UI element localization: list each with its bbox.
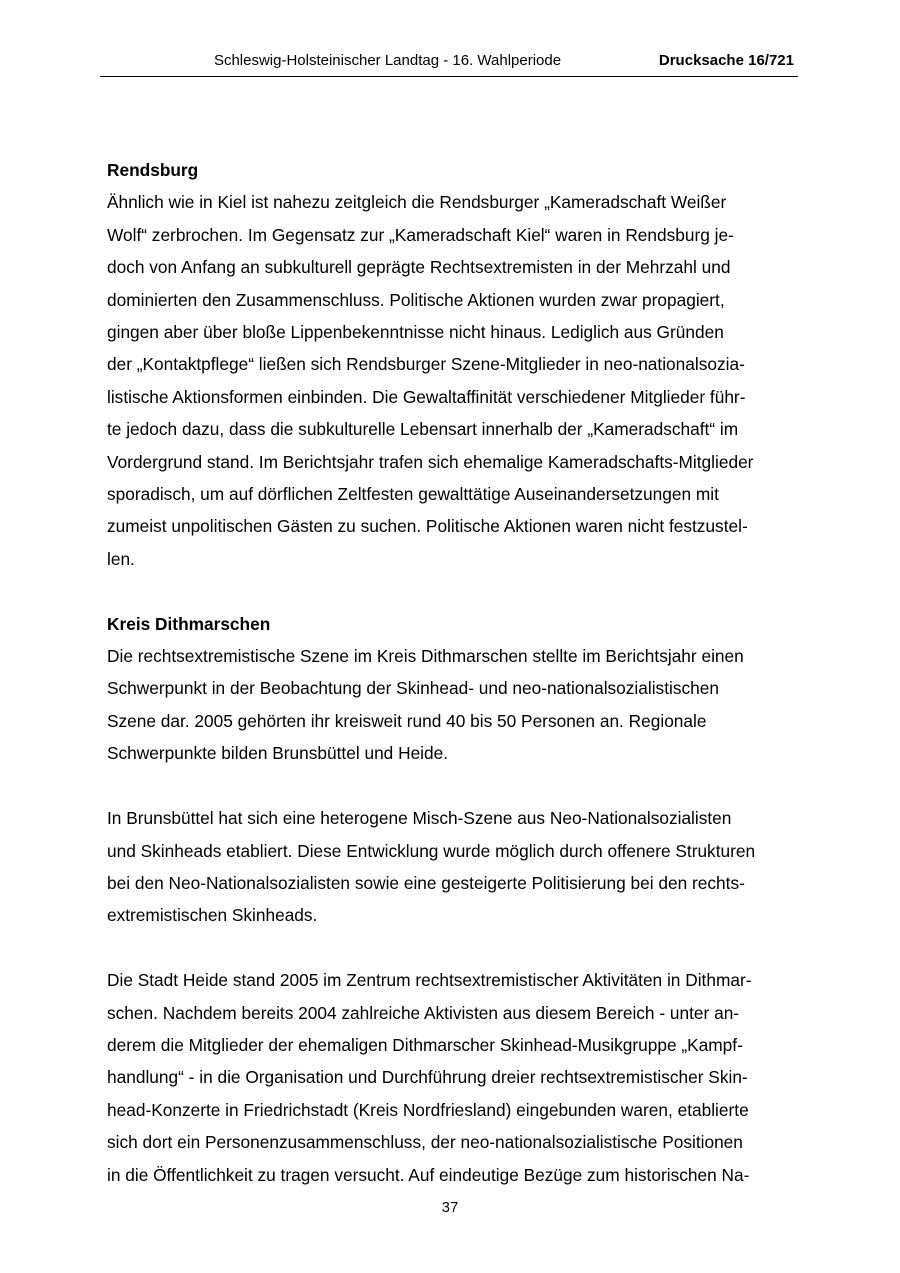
text-line: doch von Anfang an subkulturell geprägte Rechtsextremisten in der Mehrzahl und: [107, 257, 731, 278]
section-heading: Rendsburg: [107, 160, 199, 180]
paragraph: [107, 640, 795, 770]
paragraph: [107, 186, 795, 575]
text-line: Ähnlich wie in Kiel ist nahezu zeitgleich die Rendsburger „Kameradschaft Weißer: [107, 192, 727, 213]
text-line: bei den Neo-Nationalsozialisten sowie eine gesteigerte Politisierung bei den rechts-: [107, 872, 745, 893]
text-line: in die Öffentlichkeit zu tragen versucht. Auf eindeutige Bezüge zum historischen Na-: [107, 1164, 750, 1185]
text-line: listische Aktionsformen einbinden. Die Gewaltaffinität verschiedener Mitglieder führ-: [107, 386, 746, 407]
page-number: 37: [441, 1199, 459, 1216]
text-line: te jedoch dazu, dass die subkulturelle Lebensart innerhalb der „Kameradschaft“ im: [107, 419, 739, 440]
text-line: schen. Nachdem bereits 2004 zahlreiche Aktivisten aus diesem Bereich - unter an-: [107, 1002, 740, 1023]
text-line: handlung“ - in die Organisation und Durchführung dreier rechtsextremistischer Skin-: [107, 1067, 748, 1088]
text-line: Die rechtsextremistische Szene im Kreis Dithmarschen stellte im Berichtsjahr einen: [107, 646, 744, 667]
section-rendsburg: [107, 154, 795, 575]
text-line: head-Konzerte in Friedrichstadt (Kreis Nordfriesland) eingebunden waren, etablierte: [107, 1099, 749, 1120]
paragraph: [107, 964, 795, 1191]
text-line: derem die Mitglieder der ehemaligen Dithmarscher Skinhead-Musikgruppe „Kampf-: [107, 1034, 743, 1055]
paragraph: [107, 802, 795, 932]
text-line: Szene dar. 2005 gehörten ihr kreisweit rund 40 bis 50 Personen an. Regionale: [107, 710, 707, 731]
page-header: [100, 52, 798, 74]
text-line: dominierten den Zusammenschluss. Politische Aktionen wurden zwar propagiert,: [107, 289, 725, 310]
text-line: und Skinheads etabliert. Diese Entwicklung wurde möglich durch offenere Strukturen: [107, 840, 756, 861]
text-line: len.: [107, 548, 135, 569]
text-line: der „Kontaktpflege“ ließen sich Rendsburger Szene-Mitglieder in neo-nationalsozia-: [107, 354, 745, 375]
section-heading: Kreis Dithmarschen: [107, 613, 271, 634]
text-line: gingen aber über bloße Lippenbekenntnisse nicht hinaus. Lediglich aus Gründen: [107, 322, 724, 343]
text-line: Vordergrund stand. Im Berichtsjahr trafen sich ehemalige Kameradschafts-Mitglieder: [107, 451, 754, 472]
section-kreis-dithmarschen: [107, 608, 795, 1191]
text-line: sich dort ein Personenzusammenschluss, der neo-nationalsozialistische Positionen: [107, 1132, 743, 1153]
text-line: sporadisch, um auf dörflichen Zeltfesten gewalttätige Auseinandersetzungen mit: [107, 484, 719, 505]
document-body: [107, 154, 795, 1191]
document-reference: Drucksache 16/721: [658, 52, 794, 69]
text-line: zumeist unpolitischen Gästen zu suchen. Politische Aktionen waren nicht festzustel-: [107, 516, 748, 537]
text-line: Die Stadt Heide stand 2005 im Zentrum rechtsextremistischer Aktivitäten in Dithmar-: [107, 970, 752, 991]
text-line: Wolf“ zerbrochen. Im Gegensatz zur „Kameradschaft Kiel“ waren in Rendsburg je-: [107, 224, 734, 245]
text-line: Schwerpunkte bilden Brunsbüttel und Heide.: [107, 743, 449, 764]
header-title: Schleswig-Holsteinischer Landtag - 16. Wahlperiode: [213, 52, 562, 69]
text-line: extremistischen Skinheads.: [107, 905, 318, 926]
text-line: In Brunsbüttel hat sich eine heterogene Misch-Szene aus Neo-Nationalsozialisten: [107, 808, 732, 829]
text-line: Schwerpunkt in der Beobachtung der Skinhead- und neo-nationalsozialistischen: [107, 678, 719, 699]
header-divider: [100, 76, 798, 77]
